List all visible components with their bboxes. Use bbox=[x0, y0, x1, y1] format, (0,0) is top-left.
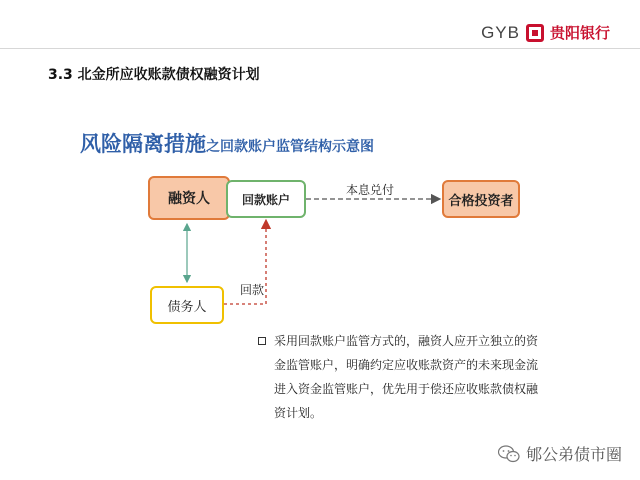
borrower-node: 融资人 bbox=[148, 176, 230, 220]
diagram-title-sub: 之回款账户监管结构示意图 bbox=[206, 139, 374, 155]
logo-chinese-text: 贵阳银行 bbox=[549, 24, 610, 42]
wechat-icon bbox=[498, 445, 520, 463]
repayment-label: 回款 bbox=[240, 283, 265, 297]
interest-payment-label: 本息兑付 bbox=[346, 183, 395, 197]
note-text: 采用回款账户监管方式的，融资人应开立独立的资金监管账户，明确约定应收账款资产的未来现金流进入资金监管账户，优先用于偿还应收账款债权融资计划。 bbox=[274, 334, 539, 420]
watermark-text: 郇公弟债市圈 bbox=[526, 445, 623, 464]
section-title: 3.3 北金所应收账款债权融资计划 bbox=[48, 67, 260, 83]
debtor-node: 债务人 bbox=[150, 286, 224, 324]
square-bullet-icon bbox=[258, 337, 266, 345]
collection-account-node: 回款账户 bbox=[226, 180, 306, 218]
diagram-title-main: 风险隔离措施 bbox=[80, 132, 206, 156]
logo-latin-text: GYB bbox=[481, 22, 520, 42]
watermark bbox=[498, 442, 622, 465]
investor-node: 合格投资者 bbox=[442, 180, 520, 218]
explanatory-note bbox=[258, 329, 538, 425]
